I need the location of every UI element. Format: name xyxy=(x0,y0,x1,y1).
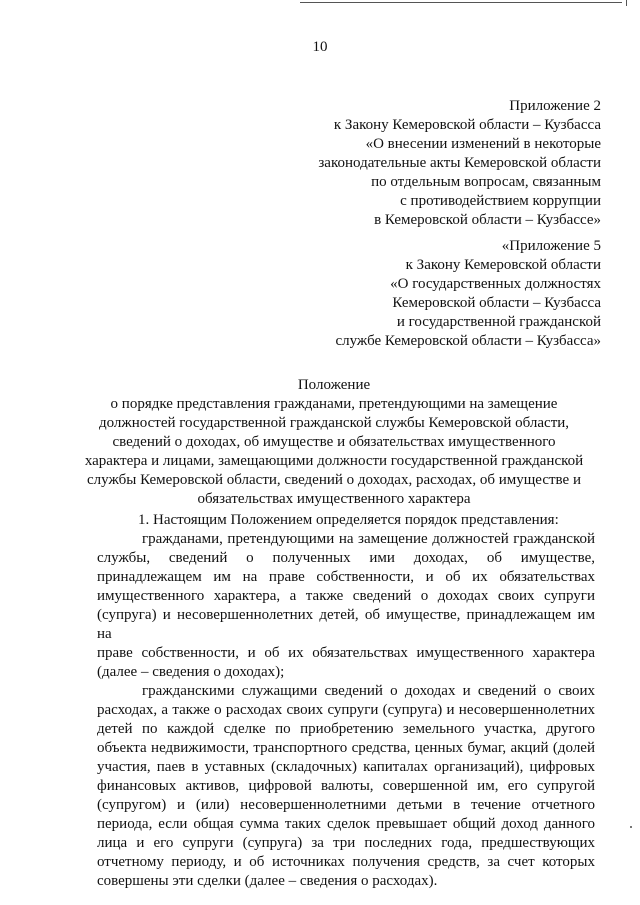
appendix-2-line: «О внесении изменений в некоторые xyxy=(365,136,601,152)
paragraph-civil-servants xyxy=(97,682,595,891)
regulation-title xyxy=(60,376,608,509)
title-line: характера и лицами, замещающими должности государственной гражданской xyxy=(84,453,584,469)
scan-speck xyxy=(630,826,632,828)
appendix-2-header xyxy=(318,97,601,230)
paragraph-line: (супругом) и (или) несовершеннолетними детьми в течение отчетного xyxy=(97,797,595,813)
title-line: о порядке представления гражданами, претендующими на замещение xyxy=(110,396,558,412)
appendix-5-line: Кемеровской области – Кузбасса xyxy=(392,295,601,311)
appendix-2-line: с противодействием коррупции xyxy=(400,193,601,209)
body-text xyxy=(97,511,595,891)
appendix-5-line: и государственной гражданской xyxy=(396,314,601,330)
appendix-5-line: к Закону Кемеровской области xyxy=(405,257,601,273)
paragraph-line: финансовых активов, цифровой валюты, совершенной им, его супругой xyxy=(97,778,595,794)
paragraph-line: (супруга) и несовершеннолетних детей, об имуществе, принадлежащем им на xyxy=(97,607,595,642)
title-line: должностей государственной гражданской службы Кемеровской области, xyxy=(98,415,570,431)
title-line: Положение xyxy=(297,377,371,393)
appendix-5-line: «О государственных должностях xyxy=(390,276,601,292)
paragraph-line: расходах, а также о расходах своих супруги (супруга) и несовершеннолетних xyxy=(97,702,595,718)
appendix-5-line: службе Кемеровской области – Кузбасса» xyxy=(335,333,601,349)
item-1-heading: 1. Настоящим Положением определяется порядок представления: xyxy=(138,512,559,528)
appendix-5-line: «Приложение 5 xyxy=(501,238,601,254)
top-rule xyxy=(300,2,622,3)
paragraph-line: принадлежащем им на праве собственности, и об их обязательствах xyxy=(97,569,595,585)
appendix-2-line: законодательные акты Кемеровской области xyxy=(318,155,601,171)
paragraph-line: совершены эти сделки (далее – сведения о расходах). xyxy=(97,873,438,889)
paragraph-line: (далее – сведения о доходах); xyxy=(97,664,285,680)
title-line: обязательствах имущественного характера xyxy=(197,491,471,507)
appendix-5-header xyxy=(335,237,601,351)
paragraph-line: периода, если общая сумма таких сделок превышает общий доход данного xyxy=(97,816,595,832)
paragraph-line: объекта недвижимости, транспортного средства, ценных бумаг, акций (долей xyxy=(97,740,595,756)
paragraph-line: отчетному периоду, и об источниках получения средств, за счет которых xyxy=(97,854,595,870)
appendix-2-line: к Закону Кемеровской области – Кузбасса xyxy=(333,117,601,133)
paragraph-line: имущественного характера, а также сведений о доходах своих супруги xyxy=(97,588,595,604)
paragraph-line: службы, сведений о полученных ими доходах, об имуществе, xyxy=(97,550,595,566)
paragraph-line: гражданскими служащими сведений о доходах и сведений о своих xyxy=(142,683,595,699)
paragraph-citizens xyxy=(97,530,595,682)
paragraph-line: праве собственности, и об их обязательствах имущественного характера xyxy=(97,645,595,661)
paragraph-line: участия, паев в уставных (складочных) капиталах организаций), цифровых xyxy=(97,759,595,775)
appendix-2-line: Приложение 2 xyxy=(509,98,601,114)
title-line: службы Кемеровской области, сведений о доходах, расходах, об имуществе и xyxy=(87,472,581,488)
title-line: сведений о доходах, об имуществе и обязательствах имущественного xyxy=(112,434,556,450)
corner-mark xyxy=(626,0,627,6)
appendix-2-line: в Кемеровской области – Кузбассе» xyxy=(374,212,601,228)
paragraph-line: детей по каждой сделке по приобретению земельного участка, другого xyxy=(97,721,595,737)
appendix-2-line: по отдельным вопросам, связанным xyxy=(371,174,601,190)
paragraph-line: гражданами, претендующими на замещение должностей гражданской xyxy=(142,531,595,547)
page-number: 10 xyxy=(312,39,328,55)
paragraph-line: лица и его супруги (супруга) за три последних года, предшествующих xyxy=(97,835,595,851)
